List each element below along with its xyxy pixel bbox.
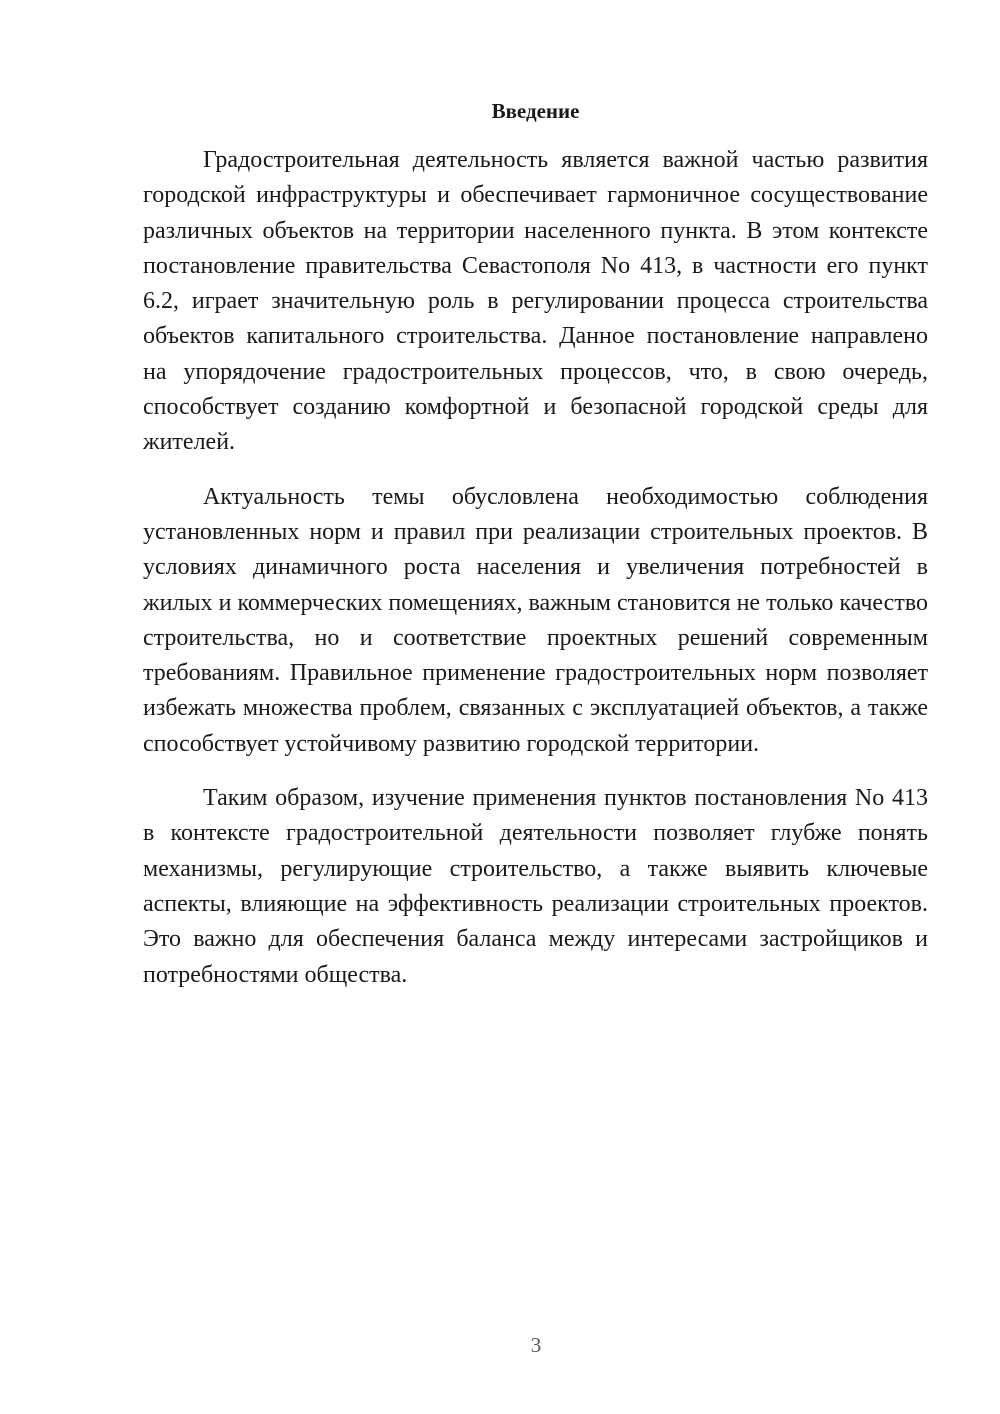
body-text <box>143 143 928 1012</box>
paragraph-3: Таким образом, изучение применения пунктов постановления No 413 в контексте градостроительной деятельности позволяет глубже понять механизмы, регулирующие строительство, а также выявить ключевые аспекты, влияющие на эффективность реализации строительных проектов. Это важно для обеспечения баланса между интересами застройщиков и потребностями общества. <box>143 785 928 988</box>
paragraph-1: Градостроительная деятельность является важной частью развития городской инфраструктуры и обеспечивает гармоничное сосуществование различных объектов на территории населенного пункта. В этом контексте постановление правительства Севастополя No 413, в частности его пункт 6.2, играет значительную роль в регулировании процесса строительства объектов капитального строительства. Данное постановление направлено на упорядочение градостроительных процессов, что, в свою очередь, способствует созданию комфортной и безопасной городской среды для жителей. <box>143 147 928 456</box>
page-number: 3 <box>530 1333 542 1357</box>
paragraph-2: Актуальность темы обусловлена необходимостью соблюдения установленных норм и правил при реализации строительных проектов. В условиях динамичного роста населения и увеличения потребностей в жилых и коммерческих помещениях, важным становится не только качество строительства, но и соответствие проектных решений современным требованиям. Правильное применение градостроительных норм позволяет избежать множества проблем, связанных с эксплуатацией объектов, а также способствует устойчивому развитию городской территории. <box>143 483 928 757</box>
section-heading: Введение <box>491 99 580 123</box>
